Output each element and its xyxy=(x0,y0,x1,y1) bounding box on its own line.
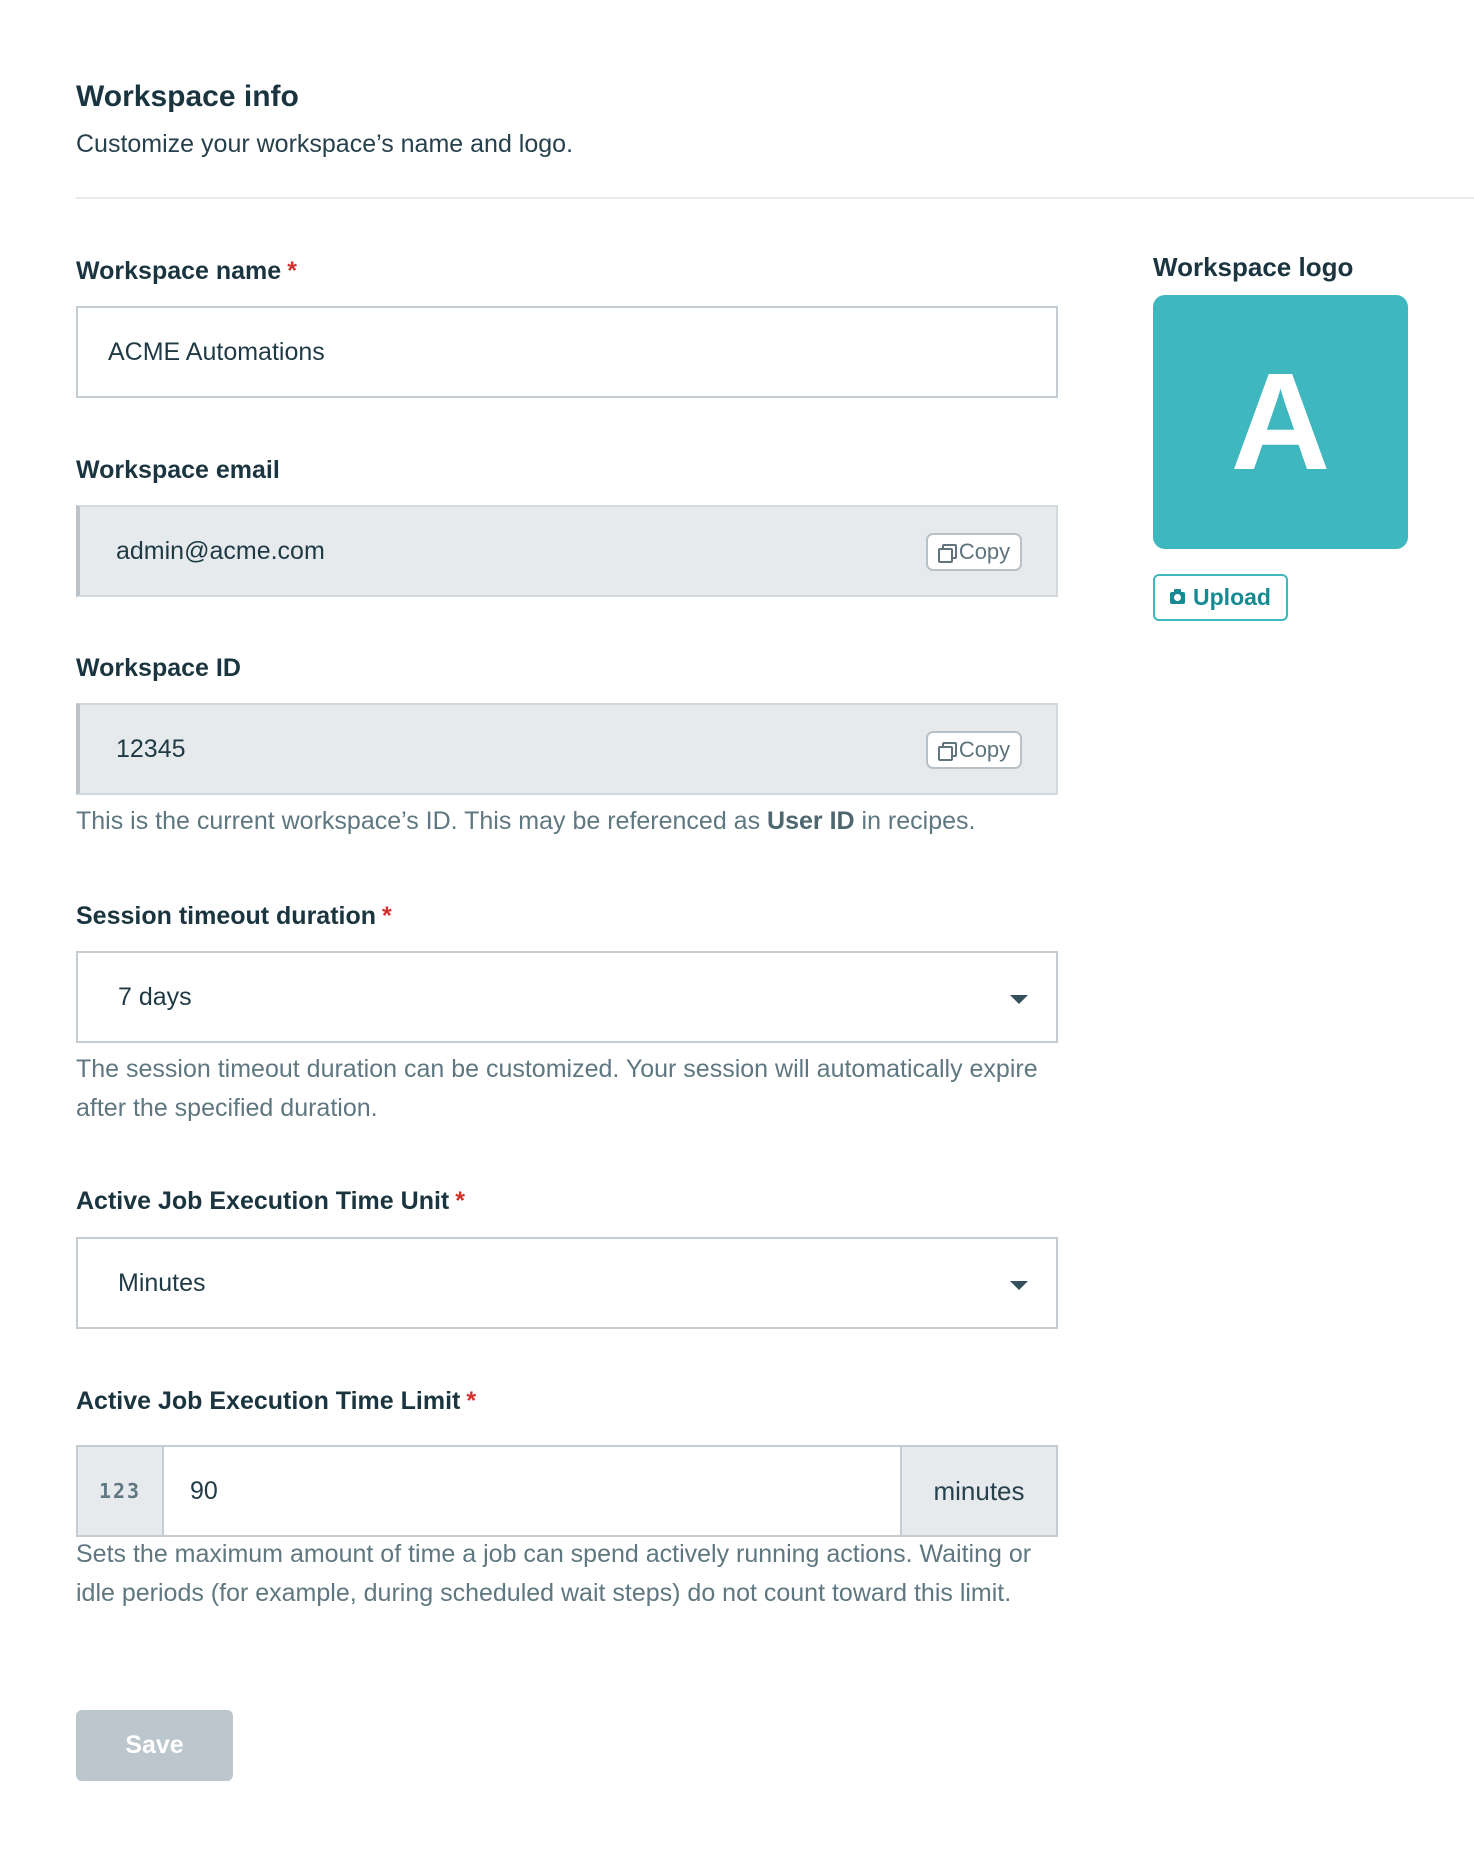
page-subtitle: Customize your workspace’s name and logo. xyxy=(76,130,574,158)
copy-icon xyxy=(938,742,954,758)
workspace-email-field xyxy=(76,505,1058,597)
session-timeout-value: 7 days xyxy=(118,983,192,1011)
job-time-unit-label xyxy=(76,1187,465,1216)
job-time-unit-select[interactable] xyxy=(76,1237,1058,1329)
divider xyxy=(76,197,1474,199)
job-time-limit-field xyxy=(76,1445,1058,1537)
job-time-limit-label xyxy=(76,1387,476,1416)
required-mark: * xyxy=(287,257,297,285)
job-time-limit-help: Sets the maximum amount of time a job can spend actively running actions. Waiting or idle periods (for example, during scheduled wait steps) do not count toward this limit. xyxy=(76,1540,1032,1607)
workspace-name-input[interactable] xyxy=(76,306,1058,398)
job-time-limit-label-text: Active Job Execution Time Limit xyxy=(76,1387,461,1415)
session-timeout-label xyxy=(76,902,392,931)
upload-logo-button[interactable] xyxy=(1153,574,1288,621)
workspace-id-help-suffix: in recipes. xyxy=(854,807,976,835)
copy-email-button[interactable] xyxy=(926,533,1022,571)
workspace-id-label: Workspace ID xyxy=(76,654,241,682)
session-timeout-help: The session timeout duration can be customized. Your session will automatically expire after the specified duration. xyxy=(76,1055,1038,1122)
number-type-icon: 123 xyxy=(78,1447,164,1535)
page-title: Workspace info xyxy=(76,80,299,113)
workspace-name-label xyxy=(76,257,297,286)
workspace-id-help xyxy=(76,802,1076,841)
chevron-down-icon xyxy=(1010,995,1028,1004)
copy-label: Copy xyxy=(958,539,1011,564)
workspace-id-field xyxy=(76,703,1058,795)
copy-id-button[interactable] xyxy=(926,731,1022,769)
workspace-id-help-prefix: This is the current workspace’s ID. This may be referenced as xyxy=(76,807,768,835)
workspace-email-value: admin@acme.com xyxy=(116,537,325,565)
workspace-name-value: ACME Automations xyxy=(108,338,325,366)
required-mark: * xyxy=(466,1387,477,1415)
chevron-down-icon xyxy=(1010,1281,1028,1290)
workspace-name-label-text: Workspace name xyxy=(76,257,282,285)
required-mark: * xyxy=(382,902,392,930)
job-time-limit-unit: minutes xyxy=(900,1447,1056,1535)
workspace-logo-label: Workspace logo xyxy=(1153,252,1354,282)
job-time-unit-label-text: Active Job Execution Time Unit xyxy=(76,1187,450,1215)
upload-label: Upload xyxy=(1193,584,1271,610)
camera-icon xyxy=(1170,592,1185,604)
copy-label: Copy xyxy=(958,737,1011,762)
job-time-limit-input[interactable]: 90 xyxy=(190,1477,218,1505)
workspace-id-help-bold: User ID xyxy=(767,807,855,835)
required-mark: * xyxy=(455,1187,465,1215)
session-timeout-select[interactable] xyxy=(76,951,1058,1043)
session-timeout-label-text: Session timeout duration xyxy=(76,902,377,930)
copy-icon xyxy=(938,544,954,560)
save-button[interactable]: Save xyxy=(76,1710,233,1781)
workspace-logo: A xyxy=(1153,295,1408,549)
job-time-unit-value: Minutes xyxy=(118,1269,206,1297)
workspace-email-label: Workspace email xyxy=(76,456,280,484)
workspace-id-value: 12345 xyxy=(116,735,186,763)
